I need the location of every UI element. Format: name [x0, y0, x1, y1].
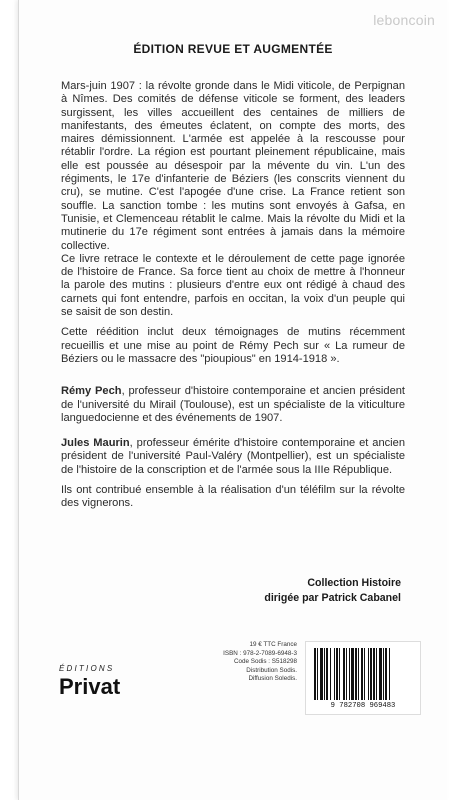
barcode-bars — [314, 648, 412, 700]
author-name-maurin: Jules Maurin — [61, 437, 130, 450]
paragraph-3: Cette réédition inclut deux témoignages de mutins récemment recueillis et une mise au point de Rémy Pech sur « La rumeur de Béziers ou le massacre des "pioupious" en 1914-1918 ». — [61, 326, 405, 365]
price: 19 € TTC France — [249, 641, 297, 648]
book-meta — [219, 641, 297, 684]
sodis-code: Code Sodis : S518298 — [233, 658, 297, 666]
paragraph-1: Mars-juin 1907 : la révolte gronde dans le Midi viticole, de Perpignan à Nîmes. Des comités de défense viticole se forment, des leaders surgissent, les villes accueillent des centaines de milliers de manifestants, des émeutes éclatent, on compte des morts, des maires démissionnent. L'armée est appelée à la rescousse pour rétablir l'ordre. La région est pourtant pleinement républicaine, mais elle est poussée au désespoir par la mévente du vin. L'un des régiments, le 17e d'infanterie de Béziers (les conscrits viennent du cru), se mutine. C'est l'apogée d'une crise. La France retient son souffle. La sanction tombe : les mutins sont envoyés à Gafsa, en Tunisie, et Clemenceau rétablit le calme. Mais la révolte du Midi et la mutinerie du 17e régiment sont entrées à jamais dans la mémoire collective. — [61, 80, 405, 252]
bio-text-pech: , professeur d'histoire contemporaine et ancien président de l'université du Mirail (Toulouse), est un spécialiste de la viticulture languedocienne et des événements de 1907. — [61, 385, 405, 424]
publisher-logo-top: ÉDITIONS — [59, 664, 115, 673]
book-back-cover — [18, 0, 447, 800]
paragraph-2: Ce livre retrace le contexte et le déroulement de cette page ignorée de l'histoire de France. Sa force tient au choix de mettre à l'honneur la parole des mutins : plusieurs d'entre eux ont rédigé à chaud des carnets qui font entendre, parfois en occitan, la voix d'un peuple qui se saisit de son destin. — [61, 252, 405, 319]
barcode — [305, 641, 421, 715]
publisher-logo-name: Privat — [59, 674, 121, 699]
publisher-logo — [59, 664, 120, 700]
diffusion: Diffusion Soledis. — [248, 675, 297, 683]
distribution: Distribution Sodis. — [246, 666, 297, 674]
barcode-number: 9 782708 969483 — [330, 702, 396, 710]
bio-text-maurin: , professeur émérite d'histoire contemporaine et ancien président de l'université Paul-Valéry (Montpellier), est un spécialiste de l'histoire de la conscription et de l'armée sous la IIIe République. — [61, 437, 405, 476]
collection-block — [264, 576, 401, 606]
collection-name: Collection Histoire — [307, 577, 401, 589]
cover-text — [61, 80, 405, 511]
collection-director: dirigée par Patrick Cabanel — [264, 592, 401, 604]
closing-text: Ils ont contribué ensemble à la réalisation d'un téléfilm sur la révolte des vignerons. — [61, 484, 405, 510]
bio-pech — [61, 385, 405, 425]
isbn: ISBN : 978-2-7089-6948-3 — [223, 649, 297, 657]
watermark: leboncoin — [373, 12, 435, 28]
bio-maurin — [61, 437, 405, 477]
cover-heading: ÉDITION REVUE ET AUGMENTÉE — [133, 42, 333, 56]
author-name-pech: Rémy Pech — [61, 385, 122, 398]
